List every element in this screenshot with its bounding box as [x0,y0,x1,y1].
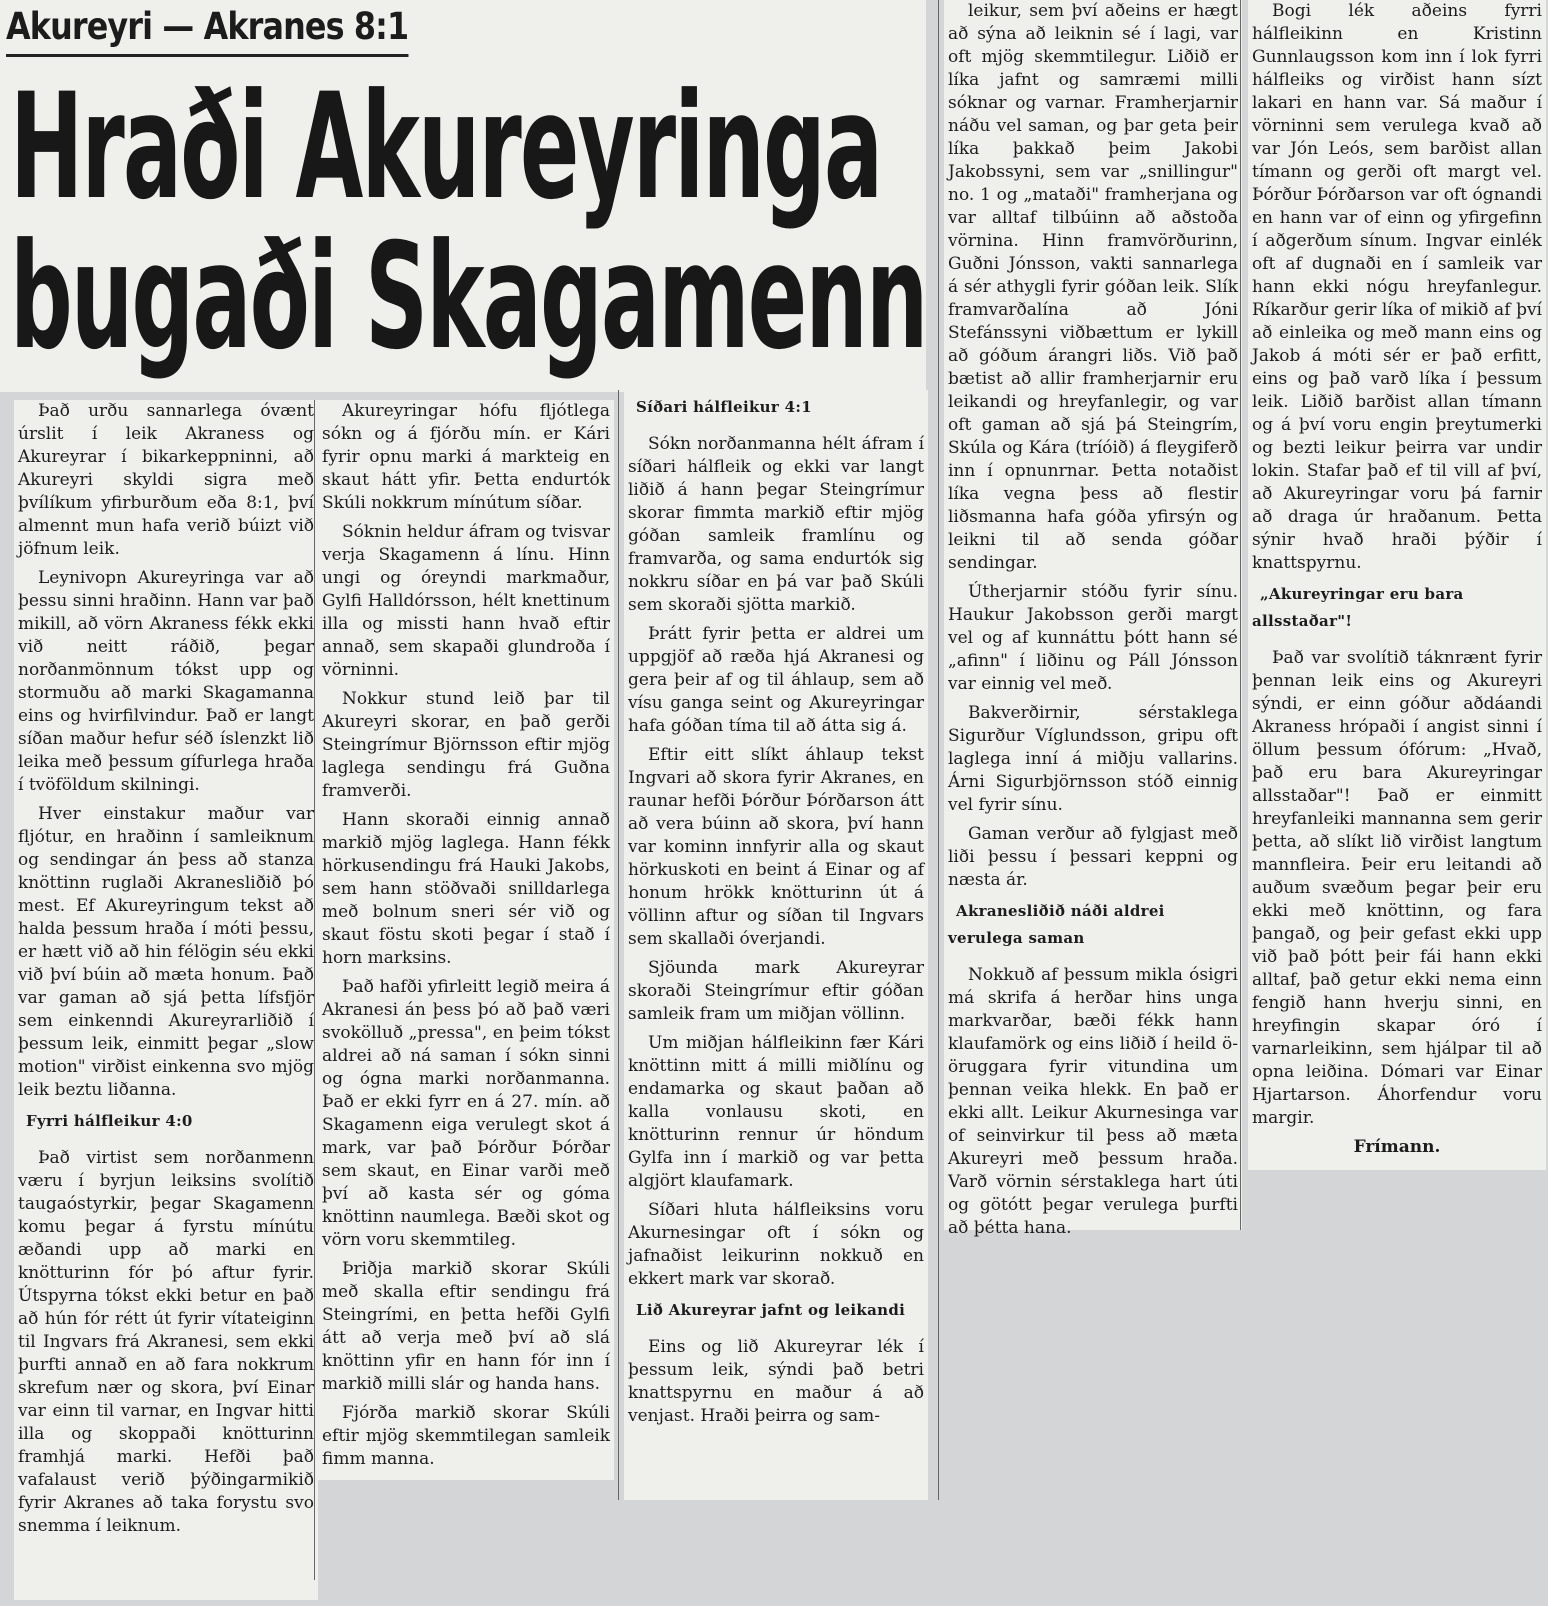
paragraph: Leynivopn Akureyringa var að þessu sinni hraðinn. Hann var það mikill, að vörn Akraness fékk ekki við neitt ráðið, þegar norðanmönnum tókst upp og stormuðu að marki Skagamanna eins og hvirfilvindur. Það er langt síðan maður hefur séð íslenzkt lið leika með þessum gífurlega hraða í tvöföldum skilningi. [18,568,315,795]
paragraph: Það virtist sem norðanmenn væru í byrjun leiksins svolítið taugaóstyrkir, þegar Skagamenn komu þegar á fyrstu mínútu æðandi upp að marki en knötturinn fór þó aftur fyrir. Útspyrna tókst ekki betur en það að hún fór rétt út fyrir vítateiginn til Ingvars frá Akranesi, sem ekki þurfti annað en að fara nokkrum skrefum nær og skora, því Einar var einn til varnar, en Ingvar hitti illa og skoppaði knötturinn framhjá marki. Hefði það vafalaust verið þýðingarmikið fyrir Akranes að taka forystu svo snemma í leiknum. [18,1148,314,1536]
column-rule [1240,0,1241,1230]
subheading: Akranesliðið náði aldrei verulega saman [948,902,1165,947]
paragraph: Nokkuð af þessum mikla ósigri má skrifa á herðar hins unga markvarðar, bæði fékk hann klaufamörk og eins liðið í heild ööruggara fyrir vitundina um þennan veika hlekk. En það er ekki allt. Leikur Akurnesinga var of seinvirkur til þess að mæta Akureyri með þessum hraða. Varð vörnin sérstaklega hart úti og götótt þegar verulega þurfti að þétta hana. [948,965,1238,1238]
paragraph: Þrátt fyrir þetta er aldrei um uppgjöf að ræða hjá Akranesi og gera þeir af og til áhlaup, sem að vísu ganga seint og Akureyringar hafa góðan tíma til að átta sig á. [628,624,924,736]
article-column-3 [624,390,928,1500]
paragraph: Það urðu sannarlega óvænt úrslit í leik Akraness og Akureyrar í bikarkeppninni, að Akureyri skyldi sigra með þvílíkum yfirburðum eða 8:1, því almennt mun hafa verið búizt við jöfnum leik. [18,401,314,559]
paragraph: leikur, sem því aðeins er hægt að sýna að leiknin sé í lagi, var oft mjög skemmtilegur. Liðið er líka jafnt og samræmi milli sóknar og varnar. Framherjarnir náðu vel saman, og þar geta þeir líka þakkað þeim Jakobi Jakobssyni, sem var „snillingur" no. 1 og „mataði" framherjana og var alltaf tilbúinn að aðstoða vörnina. Hinn framvörðurinn, Guðni Jónsson, vakti sannarlega á sér athygli fyrir góðan leik. Slík framvarðalína að Jóni Stefánssyni viðbættum er lykill að góðum árangri liðs. Við það bætist að allir framherjarnir eru leikandi og hreyfanlegir, og var oft gaman að sjá þá Steingrím, Skúla og Kára (tríóið) á fleygiferð inn í opnunrnar. Þetta notaðist líka vegna þess að flestir liðsmanna hafa góða yfirsýn og leikni til að senda góðar sendingar. [948,1,1238,573]
paragraph: Sókn norðanmanna hélt áfram í síðari hálfleik og ekki var langt liðið á hann þegar Steingrímur skorar fimmta markið eftir mjög góðan samleik framlínu og framvarða, og sama endurtók sig nokkru síðar en þá var það Skúli sem skoraði sjötta markið. [628,434,924,615]
paragraph: Það hafði yfirleitt legið meira á Akranesi án þess þó að það væri svokölluð „pressa", en þeim tókst aldrei að ná saman í sókn sinni og ógna marki norðanmanna. Það er ekki fyrr en á 27. mín. að Skagamenn eiga verulegt skot á mark, var það Þórður Þórðar sem skaut, en Einar varði með því að kasta sér og góma knöttinn naumlega. Bæði skot og vörn voru skemmtileg. [322,977,610,1250]
author-signature: Frímann. [1353,1137,1441,1157]
column-rule [938,0,939,1500]
kicker: Akureyri — Akranes 8:1 [6,2,408,57]
paragraph: Hann skoraði einnig annað markið mjög laglega. Hann fékk hörkusendingu frá Hauki Jakobs, sem hann stöðvaði snilldarlega með bolnum sneri sér við og skaut föstu skoti þegar í stað í horn marksins. [322,810,610,968]
paragraph: Gaman verður að fylgjast með liði þessu í þessari keppni og næsta ár. [948,824,1238,890]
paragraph: Akureyringar hófu fljótlega sókn og á fjórðu mín. er Kári fyrir opnu marki á markteig en skaut hátt yfir. Þetta endurtók Skúli nokkrum mínútum síðar. [322,401,610,513]
subheading: Lið Akureyrar jafnt og leikandi [636,1301,906,1319]
paragraph: Fjórða markið skorar Skúli eftir mjög skemmtilegan samleik fimm manna. [322,1403,610,1469]
paragraph: Hver einstakur maður var fljótur, en hraðinn í samleiknum og sendingar án þess að stanza knöttinn ruglaði Akranesliðið þó mest. Ef Akureyringum tekst að halda þessum hraða í móti þessu, er hætt við að hin félögin séu ekki við því búin að mæta honum. Það var gaman að sjá þetta lífsfjör sem einkenndi Akureyrarliðið í þessum leik, einmitt þegar „slow motion" virðist einkenna svo mjög leik beztu liðanna. [18,804,314,1100]
paragraph: Nokkur stund leið þar til Akureyri skorar, en það gerði Steingrímur Björnsson eftir mjög laglega sendingu frá Guðna framverði. [322,689,610,801]
subheading: Fyrri hálfleikur 4:0 [26,1112,193,1130]
column-rule [618,390,619,1500]
headline [10,62,927,382]
article-column-1 [14,400,318,1600]
subheading: Síðari hálfleikur 4:1 [636,398,812,416]
paragraph: Bakverðirnir, sérstaklega Sigurður Víglundsson, gripu oft laglega inní á miðju vallarins. Árni Sigurbjörnsson stóð einnig vel fyrir sínu. [948,703,1238,815]
paragraph: Um miðjan hálfleikinn fær Kári knöttinn mitt á milli miðlínu og endamarka og skaut þaðan að kalla vonlausu skoti, en knötturinn rennur úr höndum Gylfa inn í markið og var þetta algjört klaufamark. [628,1033,924,1191]
paragraph: Útherjarnir stóðu fyrir sínu. Haukur Jakobsson gerði margt vel og af kunnáttu þótt hann sé „afinn" í liðinu og Páll Jónsson var einnig vel með. [948,582,1238,694]
paragraph: Síðari hluta hálfleiksins voru Akurnesingar oft í sókn og jafnaðist leikurinn nokkuð en ekkert mark var skorað. [628,1200,924,1289]
paragraph: Það var svolítið táknrænt fyrir þennan leik eins og Akureyri sýndi, er einn góður aðdáandi Akraness hrópaði í angist sinni í öllum þessum ófórum: „Hvað, það eru bara Akureyringar allsstaðar"! Það er einmitt hreyfanleiki mannanna sem gerir þetta, að slíkt lið virðist langtum mannfleira. Þeir eru leitandi að auðum svæðum þegar þeir eru ekki með knöttinn, og fara þangað, og þeir gefast ekki upp við það þótt þeir fái hann ekki alltaf, það getur ekki nema einn fengið hann hverju sinni, en hreyfingin skapar óró í varnarleikinn, sem hjálpar til að opna leiðina. Dómari var Einar Hjartarson. Áhorfendur voru margir. [1252,648,1542,1128]
paragraph: Sjöunda mark Akureyrar skoraði Steingrímur eftir góðan samleik fram um miðjan völlinn. [628,958,924,1024]
paragraph: Eins og lið Akureyrar lék í þessum leik, sýndi það betri knattspyrnu en maður á að venjast. Hraði þeirra og sam- [628,1337,924,1426]
paragraph: Þriðja markið skorar Skúli með skalla eftir sendingu frá Steingrími, en þetta hefði Gylfi átt að verja með því að slá knöttinn yfir en hann fór inn í markið milli slár og handa hans. [322,1259,610,1394]
article-column-4 [944,0,1242,1238]
paragraph: Bogi lék aðeins fyrri hálfleikinn en Kristinn Gunnlaugsson kom inn í lok fyrri hálfleiks og virðist hann sízt lakari en hann var. Sá maður í vörninni sem verulega kvað að var Jón Leós, sem barðist allan tímann og gerði oft margt vel. Þórður Þórðarson var oft ógnandi en hann var of einn og yfirgefinn í aðgerðum sínum. Ingvar einlék oft af dugnaði en í samleik var hann ekki nógu hreyfanlegur. Ríkarður gerir líka of mikið af því að einleika og með mann eins og Jakob á móti sér er það erfitt, eins og það varð líka í þessum leik. Liðið barðist allan tímann og á því voru engin þreytumerki og bezti leikur þeirra var undir lokin. Stafar það ef til vill af því, að Akureyringar voru þá farnir að draga úr hraðanum. Þetta sýnir hvað hraði þýðir í knattspyrnu. [1252,1,1542,573]
column-rule [314,400,315,1580]
paragraph: Eftir eitt slíkt áhlaup tekst Ingvari að skora fyrir Akranes, en raunar hefði Þórður Þórðarson átt að vera búinn að skora, því hann var kominn innfyrir alla og skaut hörkuskoti en beint á Einar og af honum hrökk knötturinn út á völlinn aftur og síðan til Ingvars sem skallaði óverjandi. [628,745,924,949]
article-column-2 [318,400,614,1480]
headline-line-2: bugaði Skagamenn [10,212,927,382]
paragraph: Sóknin heldur áfram og tvisvar verja Skagamenn á línu. Hinn ungi og óreyndi markmaður, Gylfi Halldórsson, hélt knettinum illa og missti hann hvað eftir annað, sem skapaði glundroða í vörninni. [322,522,610,680]
headline-line-1: Hraði Akureyringa [10,62,882,232]
article-column-5 [1248,0,1546,1170]
subheading: „Akureyringar eru bara allsstaðar"! [1252,585,1464,630]
headline-block [0,0,926,392]
